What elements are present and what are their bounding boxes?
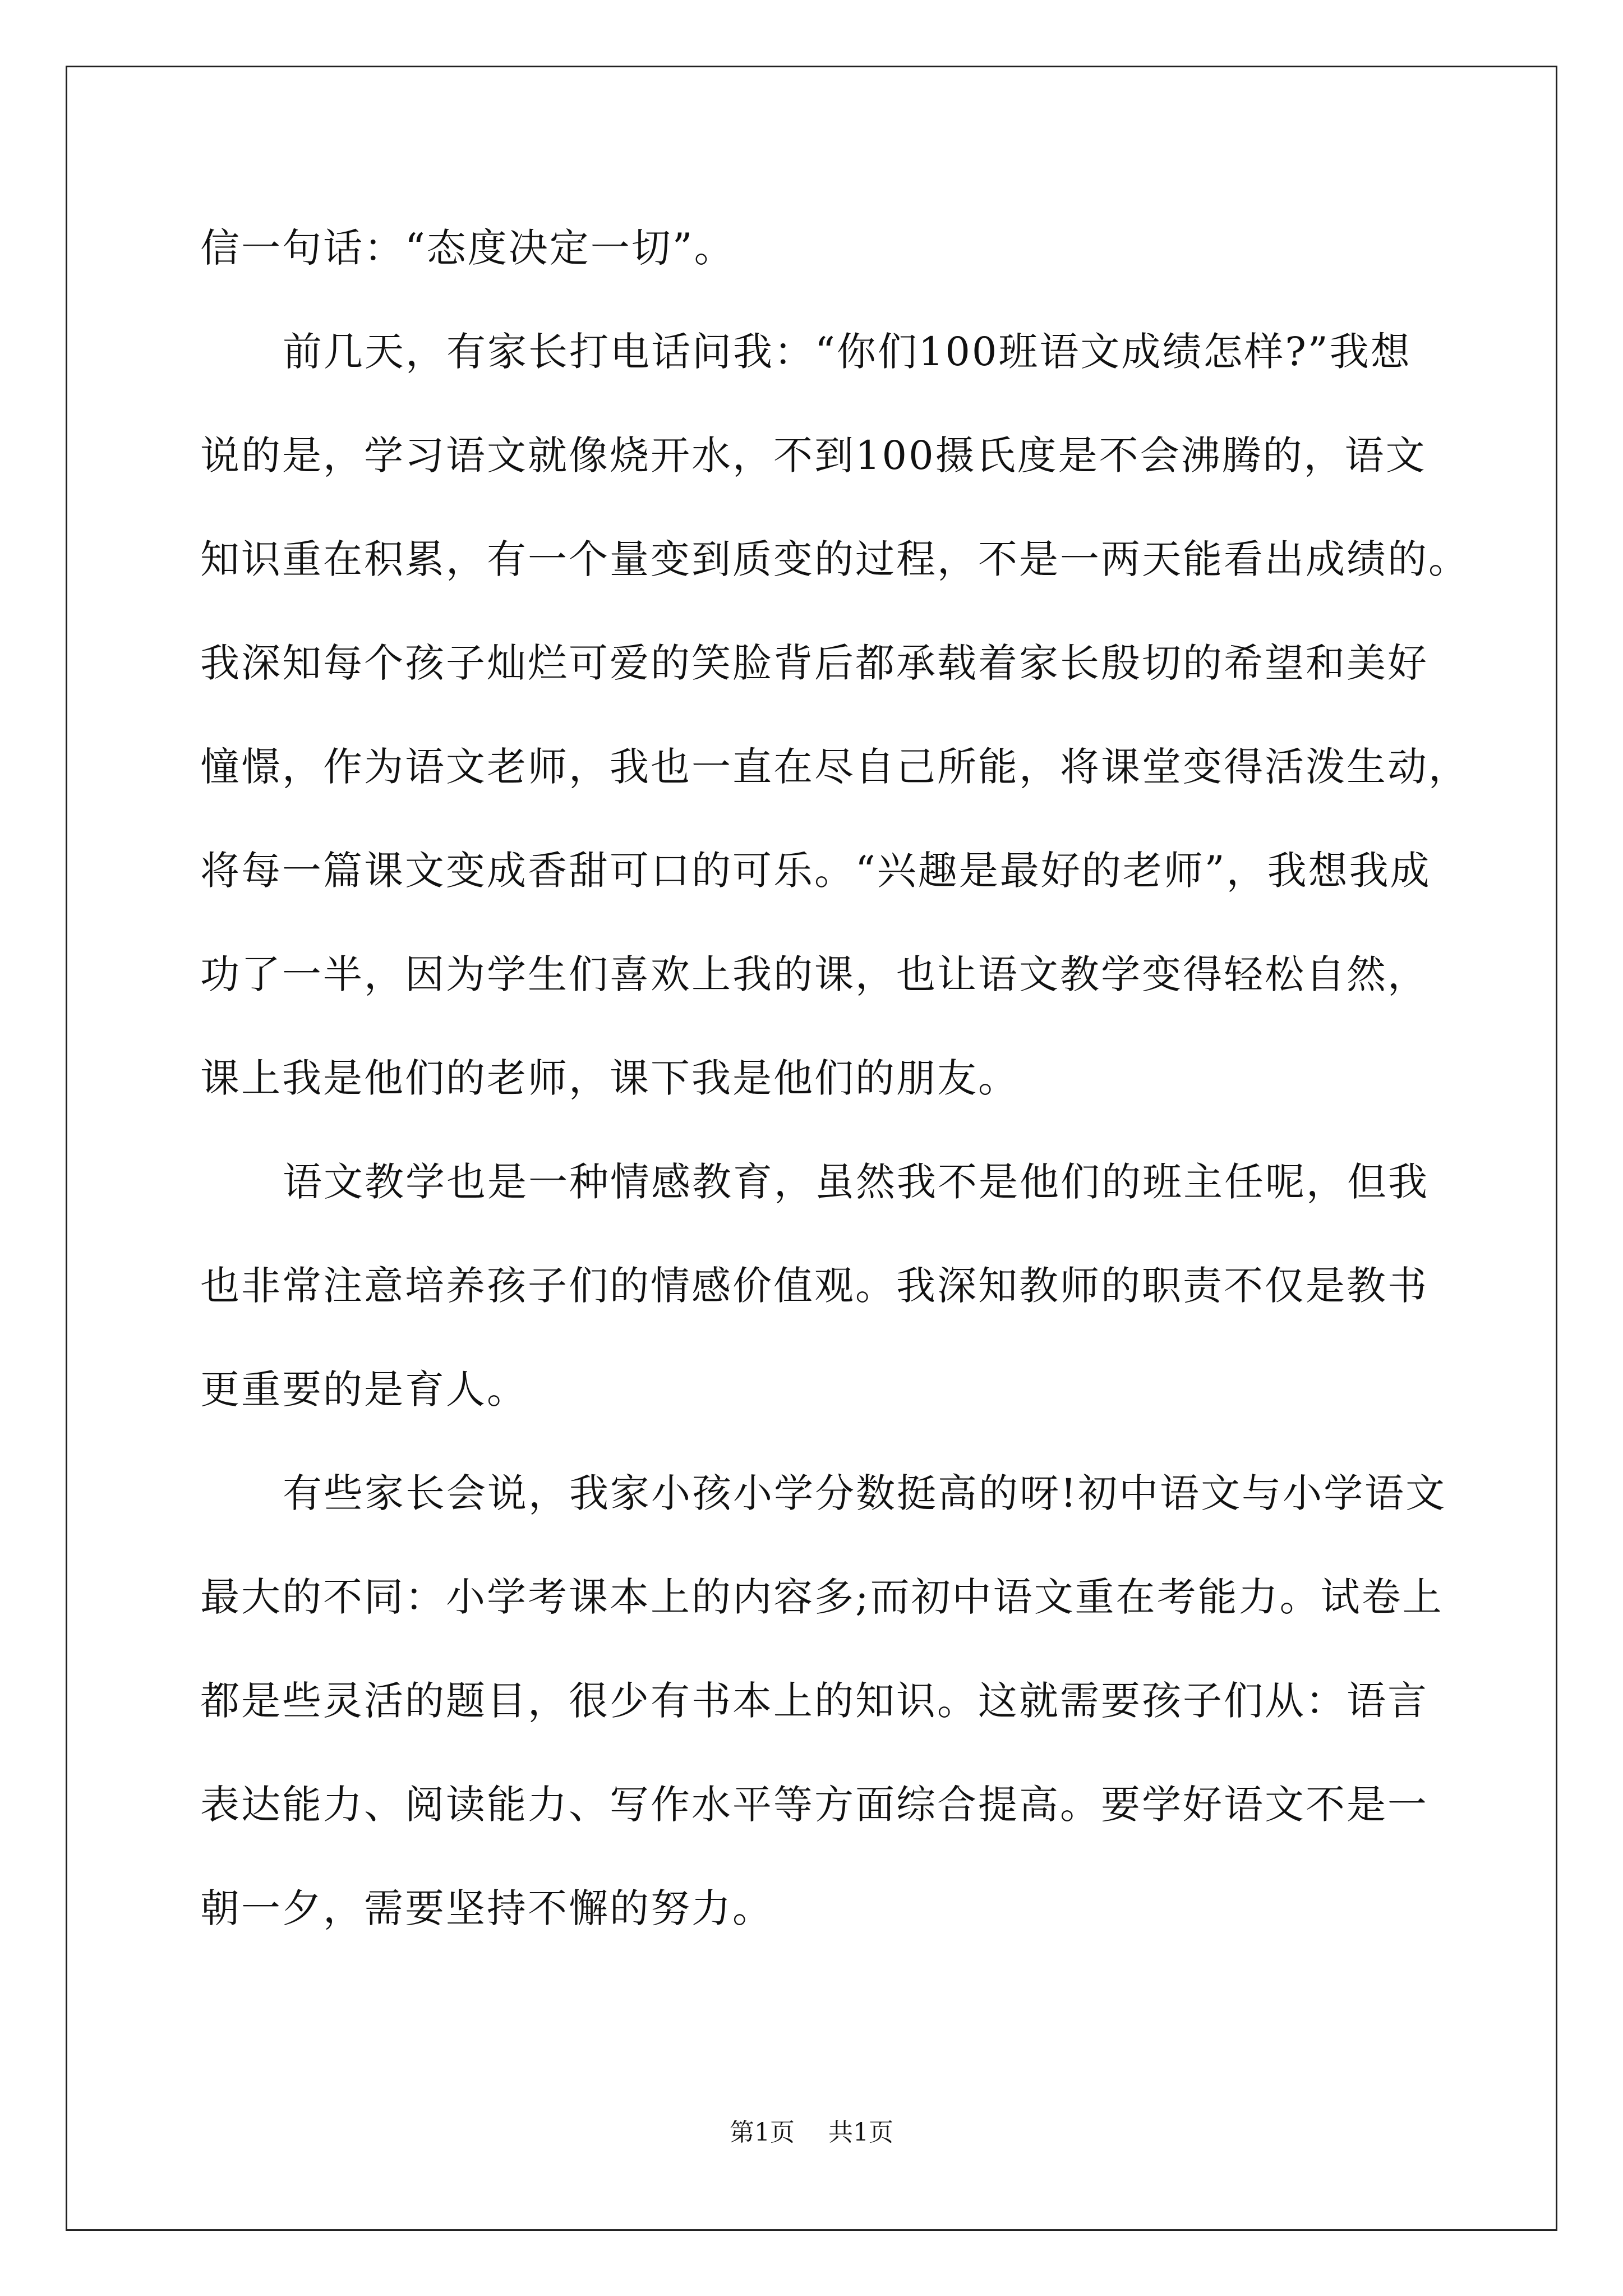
text-line: 信一句话：“态度决定一切”。	[200, 225, 735, 271]
text-line: 也非常注意培养孩子们的情感价值观。我深知教师的职责不仅是教书	[200, 1263, 1428, 1309]
text-line: 朝一夕，需要坚持不懈的努力。	[200, 1885, 773, 1931]
paragraph-start-line: 语文教学也是一种情感教育，虽然我不是他们的班主任呢，但我	[283, 1159, 1429, 1205]
paragraph-start-line: 前几天，有家长打电话问我：“你们100班语文成绩怎样?”我想	[283, 329, 1412, 375]
text-line: 说的是，学习语文就像烧开水，不到100摄氏度是不会沸腾的，语文	[200, 432, 1427, 478]
text-line: 功了一半，因为学生们喜欢上我的课，也让语文教学变得轻松自然，	[200, 951, 1428, 997]
page-number: 第1页	[730, 2118, 795, 2147]
paragraph-start-line: 有些家长会说，我家小孩小学分数挺高的呀!初中语文与小学语文	[283, 1470, 1447, 1516]
page-total: 共1页	[828, 2118, 893, 2147]
text-line: 我深知每个孩子灿烂可爱的笑脸背后都承载着家长殷切的希望和美好	[200, 640, 1428, 686]
text-line: 课上我是他们的老师，课下我是他们的朋友。	[200, 1055, 1019, 1101]
text-line: 更重要的是育人。	[200, 1366, 528, 1412]
document-body	[200, 196, 1469, 1961]
text-line: 最大的不同：小学考课本上的内容多;而初中语文重在考能力。试卷上	[200, 1574, 1444, 1620]
text-line: 憧憬，作为语文老师，我也一直在尽自己所能，将课堂变得活泼生动，	[200, 744, 1469, 790]
text-line: 将每一篇课文变成香甜可口的可乐。“兴趣是最好的老师”，我想我成	[200, 848, 1431, 894]
text-line: 都是些灵活的题目，很少有书本上的知识。这就需要孩子们从：语言	[200, 1678, 1428, 1724]
text-line: 知识重在积累，有一个量变到质变的过程，不是一两天能看出成绩的。	[200, 536, 1469, 582]
text-line: 表达能力、阅读能力、写作水平等方面综合提高。要学好语文不是一	[200, 1782, 1428, 1828]
page-footer	[0, 2116, 1623, 2150]
